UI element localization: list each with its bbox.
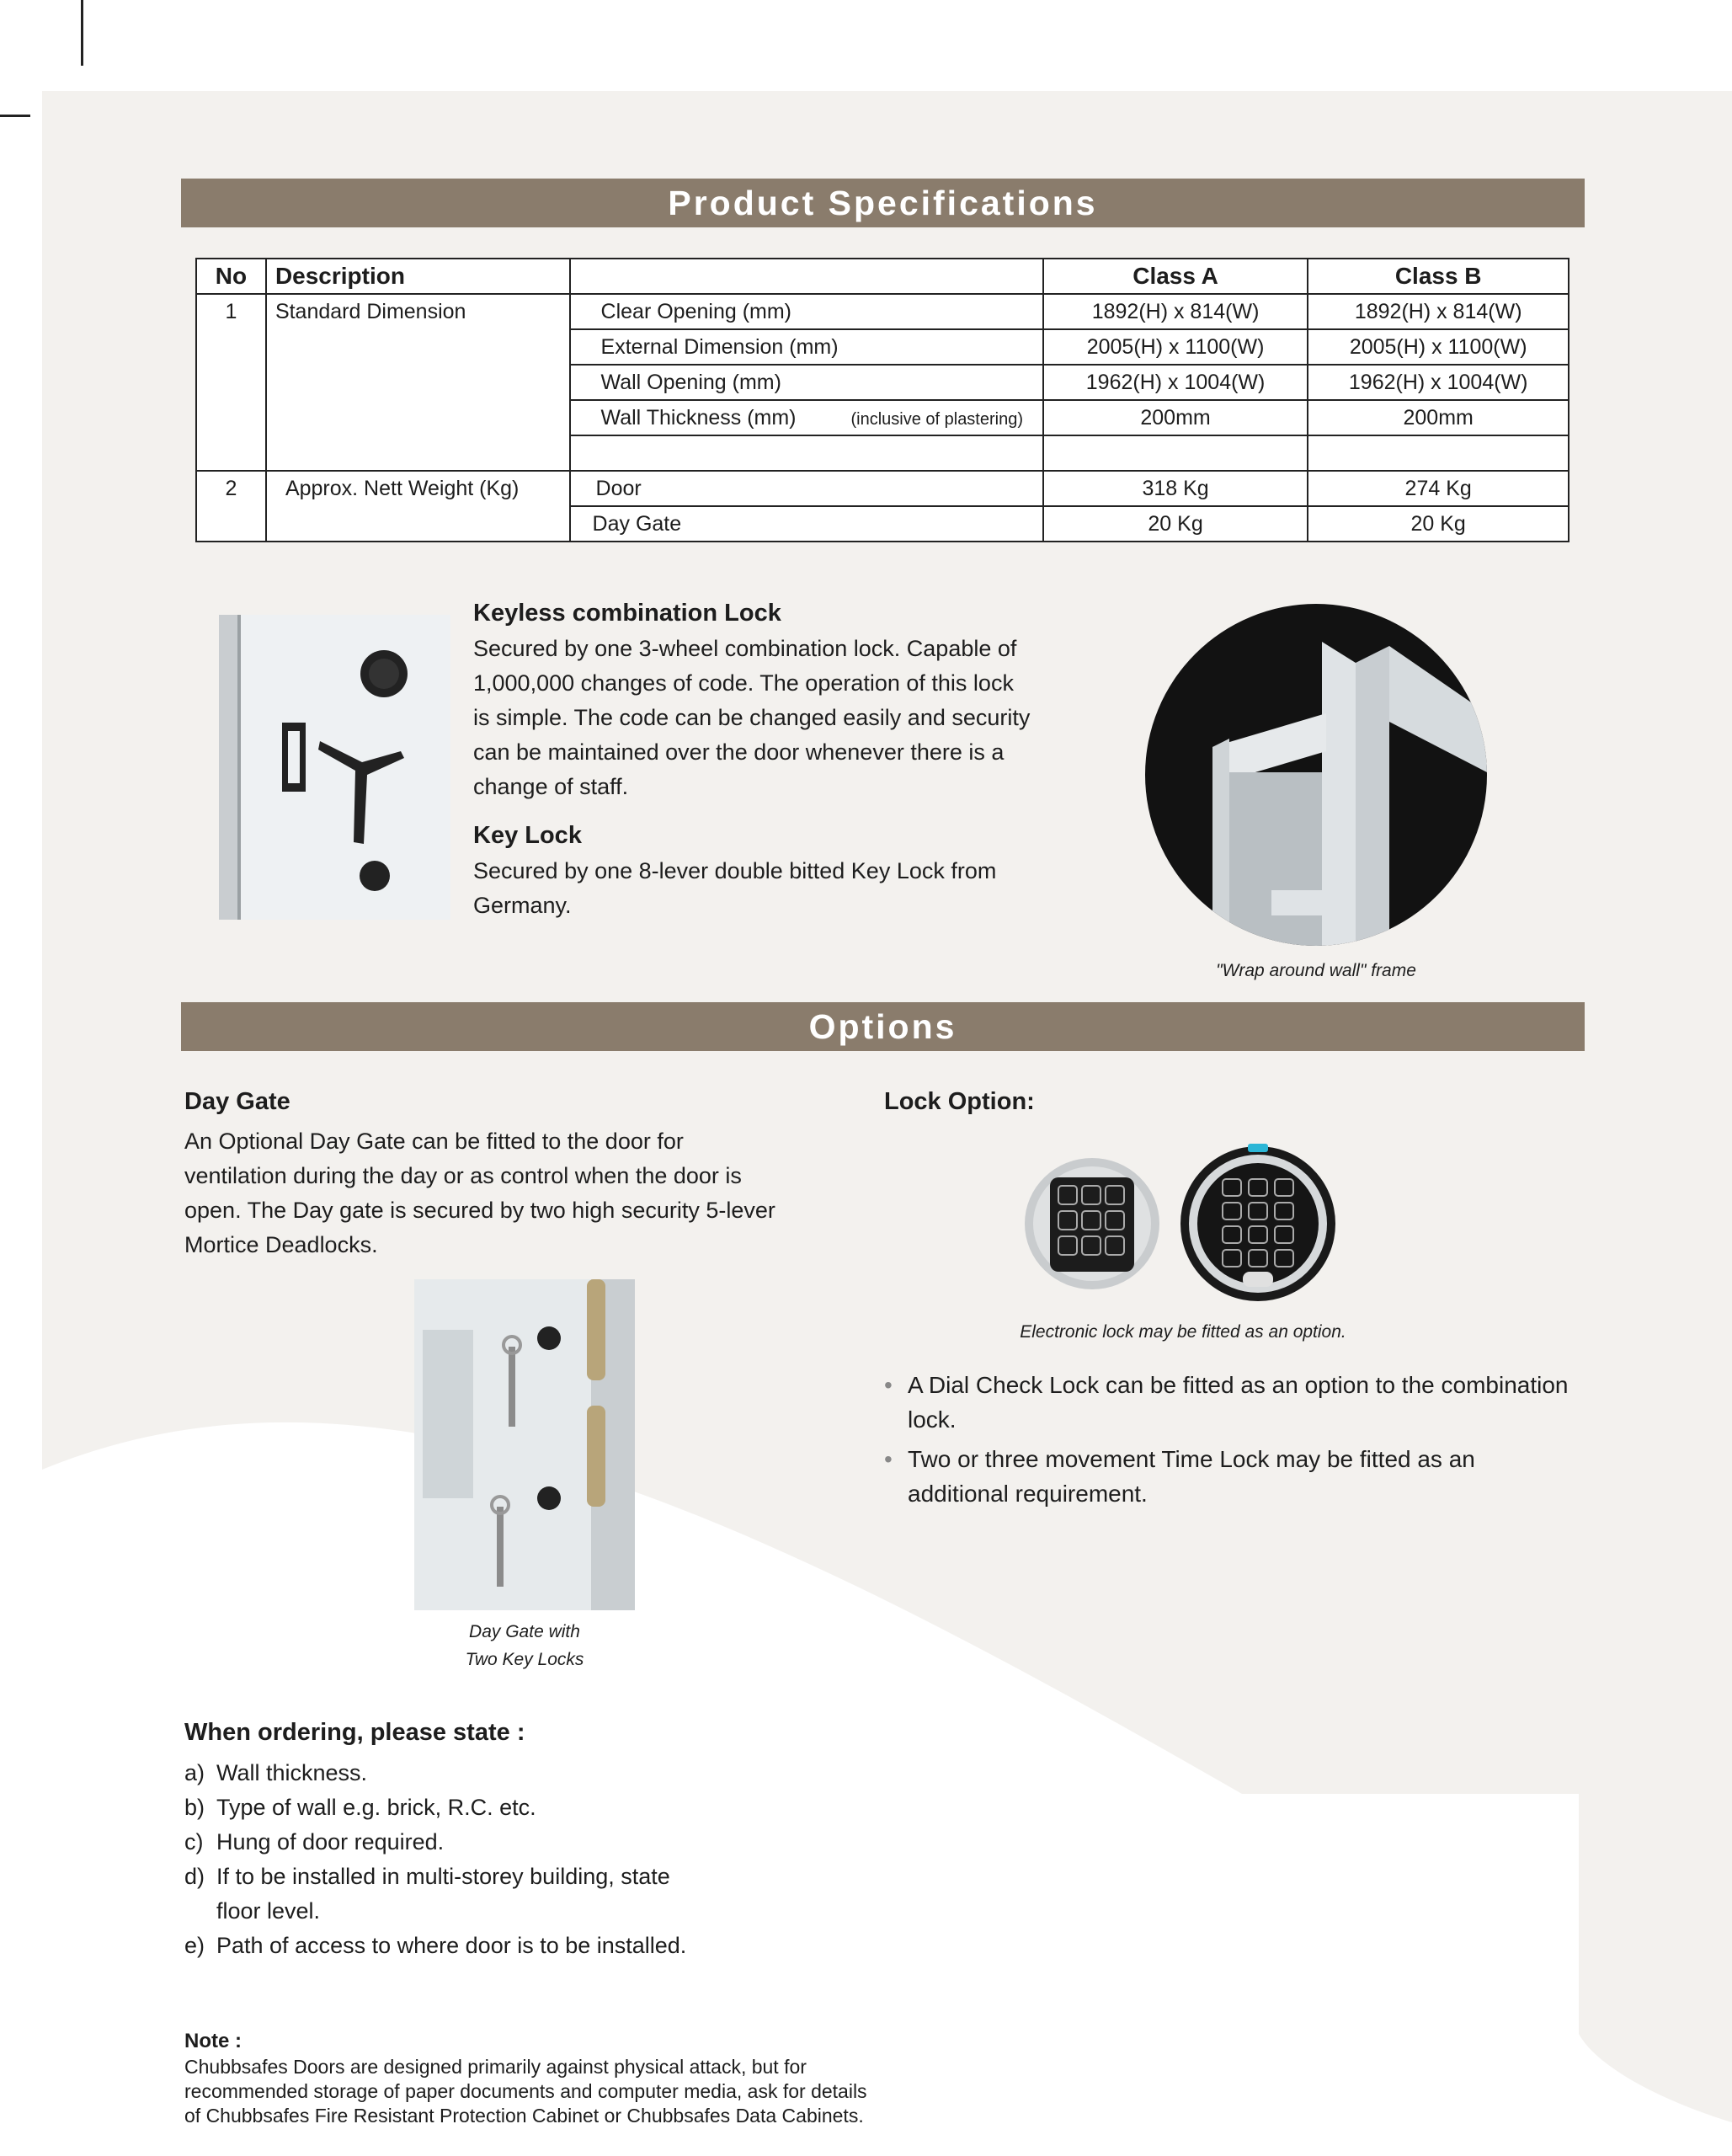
row-class-a: 20 Kg <box>1043 506 1308 542</box>
text-line: Mortice Deadlocks. <box>184 1232 378 1257</box>
empty-cell <box>1043 435 1308 471</box>
row-no: 1 <box>196 294 266 471</box>
header-no: No <box>196 259 266 294</box>
frame-caption: "Wrap around wall" frame <box>1216 961 1416 980</box>
row-class-b: 2005(H) x 1100(W) <box>1308 329 1569 365</box>
row-class-a: 2005(H) x 1100(W) <box>1043 329 1308 365</box>
key-lock-description <box>473 854 1063 923</box>
text-line: change of staff. <box>473 774 629 799</box>
caption-line: Day Gate with <box>469 1622 580 1641</box>
row-class-b: 20 Kg <box>1308 506 1569 542</box>
list-text: Hung of door required. <box>216 1829 445 1854</box>
row-item: External Dimension (mm) <box>570 329 1043 365</box>
day-gate-description <box>184 1124 807 1262</box>
table-row <box>196 294 1569 329</box>
text-line: An Optional Day Gate can be fitted to the door for <box>184 1129 684 1154</box>
spec-table-header <box>196 259 1569 294</box>
list-item <box>184 1929 706 1963</box>
spec-table <box>195 258 1569 542</box>
list-text: Wall thickness. <box>216 1760 368 1785</box>
door-lock-photo <box>219 615 450 920</box>
row-item-with-note <box>570 400 1043 435</box>
text-line: of Chubbsafes Fire Resistant Protection Cabinet or Chubbsafes Data Cabinets. <box>184 2105 864 2127</box>
note-body <box>184 2055 942 2128</box>
row-class-a: 1892(H) x 814(W) <box>1043 294 1308 329</box>
spec-section-title: Product Specifications <box>181 179 1585 227</box>
keyless-lock-title: Keyless combination Lock <box>473 600 781 627</box>
list-text: Type of wall e.g. brick, R.C. etc. <box>216 1795 536 1820</box>
text-line: Chubbsafes Doors are designed primarily against physical attack, but for <box>184 2056 807 2078</box>
ordering-list <box>184 1756 706 1963</box>
caption-line: Two Key Locks <box>465 1650 584 1669</box>
crop-mark-horizontal <box>0 115 30 117</box>
header-description: Description <box>266 259 570 294</box>
text-line: open. The Day gate is secured by two high security 5-lever <box>184 1198 775 1223</box>
text-line: Secured by one 3-wheel combination lock. Capable of <box>473 636 1017 661</box>
row-class-b: 1962(H) x 1004(W) <box>1308 365 1569 400</box>
list-text: Path of access to where door is to be installed. <box>216 1933 687 1958</box>
day-gate-caption <box>414 1618 635 1673</box>
empty-cell <box>570 435 1043 471</box>
text-line: 1,000,000 changes of code. The operation of this lock <box>473 670 1014 696</box>
row-class-a: 1962(H) x 1004(W) <box>1043 365 1308 400</box>
lock-options-list <box>884 1368 1575 1516</box>
ordering-title: When ordering, please state : <box>184 1719 525 1746</box>
text-line: recommended storage of paper documents and computer media, ask for details <box>184 2080 867 2102</box>
list-marker: c) <box>184 1829 204 1854</box>
row-no: 2 <box>196 471 266 542</box>
electronic-lock-caption: Electronic lock may be fitted as an option. <box>1020 1322 1346 1342</box>
frame-photo <box>1145 604 1487 946</box>
row-description: Approx. Nett Weight (Kg) <box>266 471 570 542</box>
list-marker: e) <box>184 1933 205 1958</box>
text-line: is simple. The code can be changed easily and security <box>473 705 1031 730</box>
row-item: Door <box>570 471 1043 506</box>
row-class-b: 1892(H) x 814(W) <box>1308 294 1569 329</box>
row-item: Wall Opening (mm) <box>570 365 1043 400</box>
table-row <box>196 471 1569 506</box>
row-note: (inclusive of plastering) <box>850 409 1023 429</box>
row-class-a: 318 Kg <box>1043 471 1308 506</box>
text-line: can be maintained over the door whenever there is a <box>473 739 1005 765</box>
note-title: Note : <box>184 2030 242 2052</box>
header-blank <box>570 259 1043 294</box>
header-class-b: Class B <box>1308 259 1569 294</box>
row-item: Day Gate <box>570 506 1043 542</box>
lock-option-title: Lock Option: <box>884 1088 1035 1115</box>
list-item <box>184 1756 706 1790</box>
row-item: Wall Thickness (mm) <box>600 405 797 430</box>
electronic-lock-photo <box>1019 1137 1347 1310</box>
keyless-lock-description <box>473 632 1063 804</box>
row-description: Standard Dimension <box>266 294 570 471</box>
list-item <box>184 1860 706 1929</box>
list-text: If to be installed in multi-storey building, state floor level. <box>216 1864 670 1924</box>
row-class-b: 274 Kg <box>1308 471 1569 506</box>
list-item: • A Dial Check Lock can be fitted as an option to the combination lock. <box>884 1368 1575 1437</box>
options-section-title: Options <box>181 1002 1585 1051</box>
list-marker: d) <box>184 1864 205 1889</box>
day-gate-photo <box>414 1279 635 1610</box>
list-item <box>184 1825 706 1860</box>
list-marker: b) <box>184 1795 205 1820</box>
list-marker: a) <box>184 1760 205 1785</box>
crop-mark-vertical <box>81 0 83 66</box>
header-class-a: Class A <box>1043 259 1308 294</box>
text-line: Germany. <box>473 893 572 918</box>
text-line: ventilation during the day or as control when the door is <box>184 1163 742 1188</box>
row-item: Clear Opening (mm) <box>570 294 1043 329</box>
day-gate-title: Day Gate <box>184 1088 290 1115</box>
text-line: Secured by one 8-lever double bitted Key Lock from <box>473 858 997 883</box>
list-item <box>184 1790 706 1825</box>
key-lock-title: Key Lock <box>473 822 582 849</box>
row-class-a: 200mm <box>1043 400 1308 435</box>
row-class-b: 200mm <box>1308 400 1569 435</box>
empty-cell <box>1308 435 1569 471</box>
list-item: • Two or three movement Time Lock may be fitted as an additional requirement. <box>884 1442 1575 1511</box>
